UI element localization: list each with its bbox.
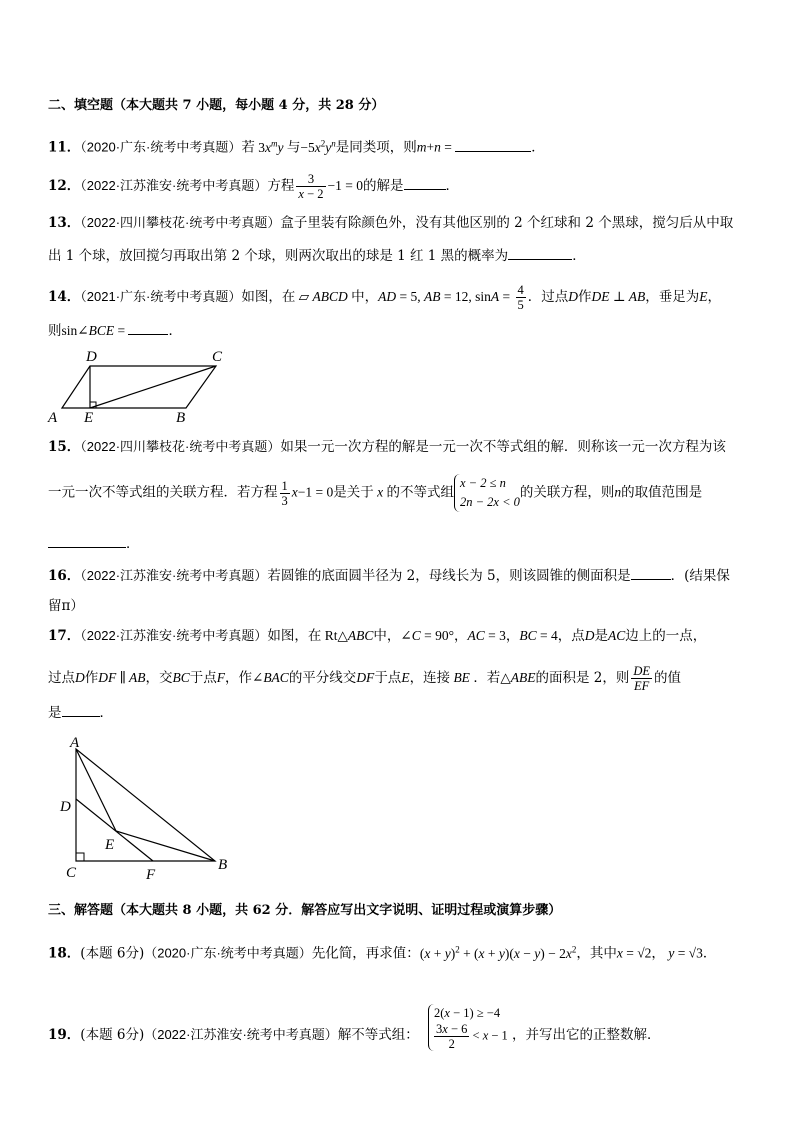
question-16: 16．（2022·江苏淮安·统考中考真题）若圆锥的底面圆半径为 2，母线长为 5，则该圆锥的侧面积是 ．(结果保 bbox=[48, 565, 730, 586]
segment-ec bbox=[90, 366, 216, 408]
segment-ae bbox=[76, 749, 116, 831]
question-number: 19． bbox=[48, 1027, 81, 1043]
question-19: 19．(本题 6分)（2022·江苏淮安·统考中考真题）解不等式组： bbox=[48, 1027, 419, 1043]
point-label-f: F bbox=[146, 867, 156, 883]
point-label-c: C bbox=[66, 865, 77, 881]
question-12: 12．（2022·江苏淮安·统考中考真题）方程 $\frac{3}{x - 2}$ −1 = 0的解是 ． bbox=[48, 172, 459, 201]
point-label-b: B bbox=[176, 410, 186, 426]
parallelogram-abcd bbox=[62, 366, 216, 408]
question-number: 13． bbox=[48, 215, 81, 231]
segment-df bbox=[76, 799, 153, 861]
question-16-line2: 留π） bbox=[48, 598, 84, 614]
question-14: 14．（2021·广东·统考中考真题）如图，在 ▱ ABCD 中，AD = 5, AB = 12, sinA = $\frac{4}{5}$ ．过点D作DE ⊥ AB，垂足为E， bbox=[48, 283, 721, 312]
question-number: 17． bbox=[48, 628, 81, 644]
question-source: （2022·江苏淮安·统考中考真题） bbox=[144, 1027, 338, 1042]
question-15-line3: ． bbox=[48, 533, 140, 554]
point-label-a: A bbox=[70, 737, 80, 751]
segment-be bbox=[116, 831, 215, 861]
point-label-a: A bbox=[48, 410, 58, 426]
question-number: 11． bbox=[48, 139, 81, 156]
fraction: $\frac{DE}{EF}$ bbox=[633, 664, 651, 693]
question-19-tail: ，并写出它的正整数解． bbox=[512, 1027, 661, 1043]
question-14-line2: 则sin∠BCE = ． bbox=[48, 320, 182, 341]
question-source: （2022·江苏淮安·统考中考真题） bbox=[80, 568, 268, 583]
point-label-d: D bbox=[86, 349, 97, 365]
point-label-c: C bbox=[212, 349, 223, 365]
answer-blank[interactable] bbox=[631, 565, 671, 580]
fraction: $\frac{3}{x - 2}$ bbox=[298, 172, 324, 201]
point-label-e: E bbox=[84, 410, 94, 426]
fraction: $\frac{4}{5}$ bbox=[517, 283, 524, 312]
fraction: $\frac{1}{3}$ bbox=[281, 478, 288, 508]
question-11: 11．（2020·广东·统考中考真题）若 $3x^my$ 与$-5x^2y^n$是同类项，则m+n = ． bbox=[48, 138, 545, 156]
question-15: 15．（2022·四川攀枝花·统考中考真题）如果一元一次方程的解是一元一次不等式组的解．则称该一元一次方程为该 bbox=[48, 439, 726, 455]
answer-blank[interactable] bbox=[404, 175, 446, 190]
parallelogram-figure bbox=[44, 346, 234, 426]
question-source: （2022·四川攀枝花·统考中考真题） bbox=[80, 439, 281, 454]
right-triangle-figure bbox=[58, 737, 238, 883]
question-17-line3: 是 ． bbox=[48, 702, 113, 723]
question-source: （2022·江苏淮安·统考中考真题） bbox=[80, 178, 268, 193]
point-label-e: E bbox=[105, 837, 115, 853]
inequality-system: x − 2 ≤ n 2n − 2x < 0 bbox=[454, 474, 520, 512]
answer-blank[interactable] bbox=[508, 245, 572, 260]
question-source: （2020·广东·统考中考真题） bbox=[144, 945, 312, 961]
question-score: (本题 6分) bbox=[80, 1027, 145, 1043]
question-source: （2022·四川攀枝花·统考中考真题） bbox=[80, 215, 281, 230]
answer-blank[interactable] bbox=[455, 137, 531, 152]
question-number: 14． bbox=[48, 289, 81, 305]
question-18: 18．(本题 6分)（2020·广东·统考中考真题）先化简，再求值：$(x + y)^2 + (x + y)(x - y) - 2x^2$，其中x = √2， y = √3． bbox=[48, 944, 717, 962]
question-number: 12． bbox=[48, 178, 81, 194]
point-label-b: B bbox=[218, 857, 228, 873]
question-source: （2022·江苏淮安·统考中考真题） bbox=[80, 628, 268, 643]
section-heading-solutions: 三、解答题（本大题共 8 小题，共 62 分．解答应写出文字说明、证明过程或演算步骤） bbox=[48, 903, 562, 918]
question-13: 13．（2022·四川攀枝花·统考中考真题）盒子里装有除颜色外，没有其他区别的 2 个红球和 2 个黑球，搅匀后从中取 bbox=[48, 215, 734, 231]
question-13-line2: 出 1 个球，放回搅匀再取出第 2 个球，则两次取出的球是 1 红 1 黑的概率为 ． bbox=[48, 245, 586, 266]
point-label-d: D bbox=[60, 799, 71, 815]
answer-blank[interactable] bbox=[128, 320, 168, 335]
question-number: 18． bbox=[48, 945, 81, 962]
question-number: 16． bbox=[48, 568, 81, 584]
question-15-line2: 一元一次不等式组的关联方程．若方程 $\frac{1}{3}$ x−1 = 0是关于 x 的不等式组x − 2 ≤ n 2n − 2x < 0的关联方程，则n的取值范围是 bbox=[48, 474, 702, 512]
question-source: （2021·广东·统考中考真题） bbox=[80, 289, 242, 304]
section-heading-fill-blank: 二、填空题（本大题共 7 小题，每小题 4 分，共 28 分） bbox=[48, 98, 385, 113]
answer-blank[interactable] bbox=[62, 702, 100, 717]
question-number: 15． bbox=[48, 439, 81, 455]
question-source: （2020·广东·统考中考真题） bbox=[80, 139, 242, 155]
question-17: 17．（2022·江苏淮安·统考中考真题）如图，在 Rt△ABC中，∠C = 90°，AC = 3，BC = 4，点D是AC边上的一点， bbox=[48, 628, 707, 644]
answer-blank[interactable] bbox=[48, 533, 126, 548]
question-17-line2: 过点D作DF ∥ AB，交BC于点F，作∠BAC的平分线交DF于点E，连接 BE ．若△ABE的面积是 2，则 $\frac{DE}{EF}$ 的值 bbox=[48, 664, 682, 693]
inequality-system: 2(x − 1) ≥ −4 $\frac{3x - 6}{2}$ < x − 1 bbox=[428, 1004, 508, 1051]
triangle-abc bbox=[76, 749, 215, 861]
question-score: (本题 6分) bbox=[80, 945, 145, 962]
right-angle-mark bbox=[76, 853, 84, 861]
